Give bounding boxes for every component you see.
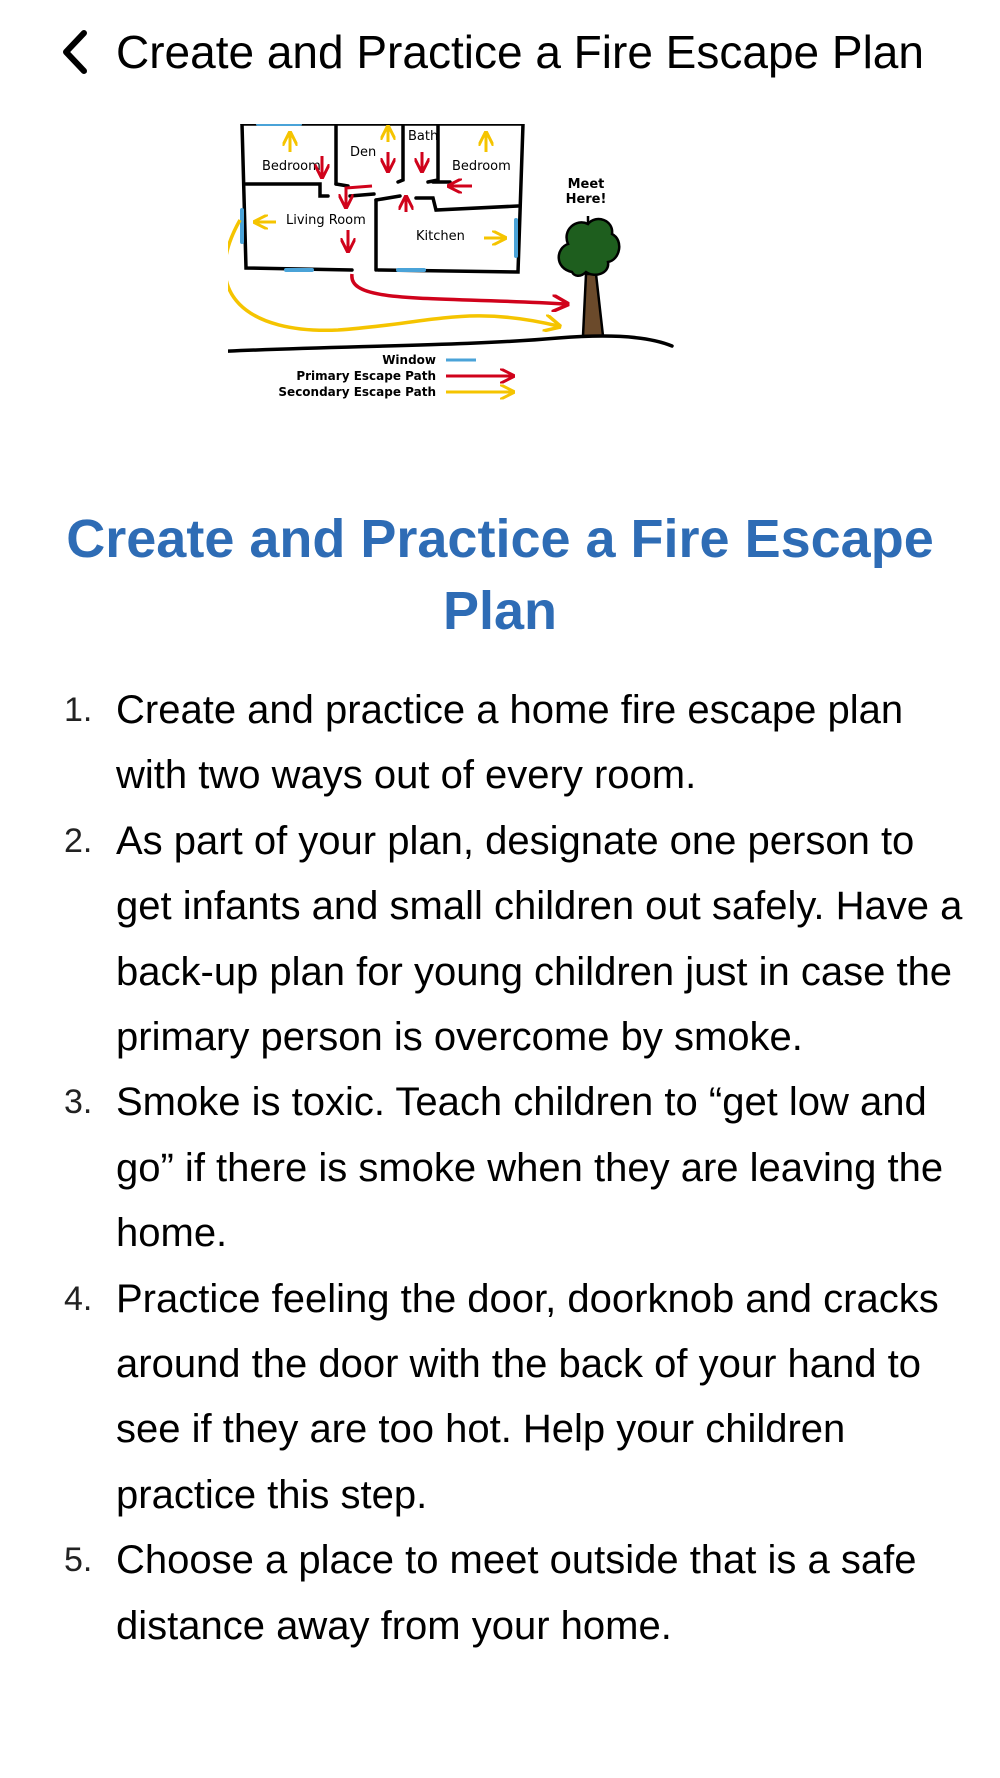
list-item <box>0 1528 1000 1659</box>
room-label-den: Den <box>350 145 377 160</box>
room-label-bedroom-left: Bedroom <box>262 159 321 174</box>
list-item <box>0 1070 1000 1266</box>
nav-title: Create and Practice a Fire Escape Plan <box>116 26 924 78</box>
back-button[interactable] <box>50 22 100 82</box>
room-labels <box>262 129 511 244</box>
steps-list <box>0 678 1000 1659</box>
step-number: 5. <box>64 1541 93 1580</box>
chevron-left-icon <box>60 29 90 75</box>
meet-label-line2: Here! <box>565 192 607 207</box>
room-label-bath: Bath <box>408 129 439 144</box>
legend <box>278 353 512 399</box>
primary-escape-arrows <box>322 152 566 304</box>
step-text: Choose a place to meet outside that is a safe distance away from your home. <box>116 1538 917 1648</box>
house-walls <box>242 124 523 272</box>
list-item <box>0 678 1000 809</box>
ground-line <box>228 336 672 352</box>
step-text: As part of your plan, designate one person to get infants and small children out safely. Have a back-up plan for young children just in case the primary person is overcome by smoke. <box>116 818 963 1060</box>
step-text: Smoke is toxic. Teach children to “get low and go” if there is smoke when they are leaving the home. <box>116 1080 944 1256</box>
windows <box>242 124 516 270</box>
tree-icon <box>559 219 620 336</box>
list-item <box>0 809 1000 1071</box>
step-number: 1. <box>64 691 93 729</box>
legend-primary-label: Primary Escape Path <box>296 369 436 383</box>
room-label-kitchen: Kitchen <box>416 229 465 244</box>
fire-escape-plan-diagram <box>228 124 780 460</box>
nav-bar <box>0 0 1000 104</box>
page-heading: Create and Practice a Fire Escape Plan <box>66 509 934 641</box>
legend-window-label: Window <box>382 353 436 367</box>
room-label-bedroom-right: Bedroom <box>452 159 511 174</box>
meet-label-line1: Meet <box>567 177 605 192</box>
room-label-living-room: Living Room <box>286 213 366 228</box>
legend-secondary-label: Secondary Escape Path <box>278 385 436 399</box>
step-text: Practice feeling the door, doorknob and cracks around the door with the back of your hand to see if they are too hot. Help your children practice this step. <box>116 1276 939 1517</box>
step-number: 3. <box>64 1083 93 1122</box>
list-item <box>0 1267 1000 1529</box>
step-number: 4. <box>64 1279 93 1318</box>
step-text: Create and practice a home fire escape plan with two ways out of every room. <box>116 688 904 798</box>
step-number: 2. <box>64 821 93 860</box>
